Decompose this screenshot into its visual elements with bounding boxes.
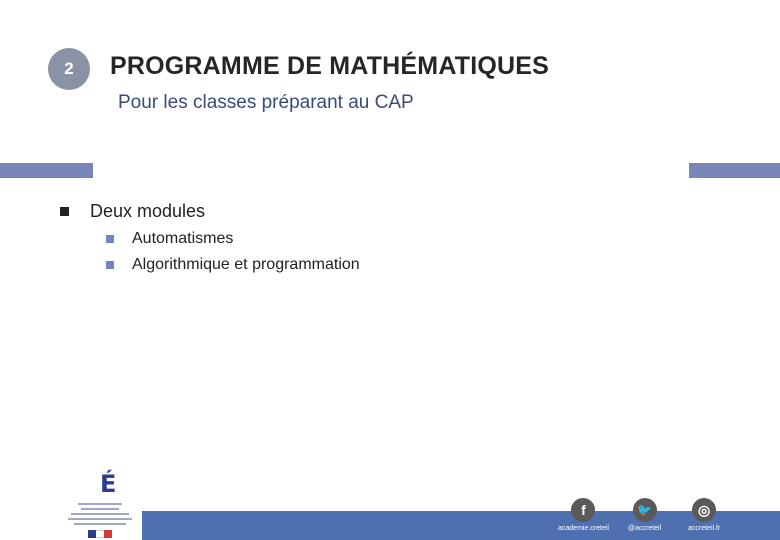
sub-bullet bbox=[106, 230, 233, 248]
sub-bullet-text: Automatismes bbox=[132, 230, 234, 247]
social-twitter[interactable] bbox=[628, 498, 661, 532]
french-flag-icon bbox=[88, 530, 112, 538]
slide-number-badge: 2 bbox=[48, 48, 90, 90]
bullet-main-text: Deux modules bbox=[90, 201, 206, 221]
social-facebook[interactable] bbox=[558, 498, 609, 532]
social-label: accreteil.fr bbox=[688, 525, 721, 532]
sub-bullet-text: Algorithmique et programmation bbox=[132, 256, 360, 273]
dribbble-icon[interactable]: ◎ bbox=[692, 498, 716, 522]
slide-title: PROGRAMME DE MATHÉMATIQUES bbox=[110, 52, 549, 80]
logo-text-lines bbox=[68, 500, 132, 525]
republique-logo bbox=[58, 468, 142, 540]
sub-bullet-square-icon bbox=[106, 235, 114, 243]
social-label: @accreteil bbox=[628, 525, 662, 532]
social-label: academie.creteil bbox=[558, 525, 609, 532]
footer-bar bbox=[140, 511, 780, 540]
logo-e-icon: É bbox=[100, 470, 117, 498]
social-dribbble[interactable] bbox=[688, 498, 720, 532]
facebook-icon[interactable]: f bbox=[571, 498, 595, 522]
bullet-main bbox=[60, 201, 205, 222]
sub-bullet bbox=[106, 256, 360, 274]
accent-bar-left bbox=[0, 163, 93, 178]
twitter-icon[interactable]: 🐦 bbox=[633, 498, 657, 522]
sub-bullet-square-icon bbox=[106, 261, 114, 269]
bullet-square-icon bbox=[60, 207, 69, 216]
slide-subtitle: Pour les classes préparant au CAP bbox=[118, 92, 414, 113]
accent-bar-right bbox=[689, 163, 780, 178]
